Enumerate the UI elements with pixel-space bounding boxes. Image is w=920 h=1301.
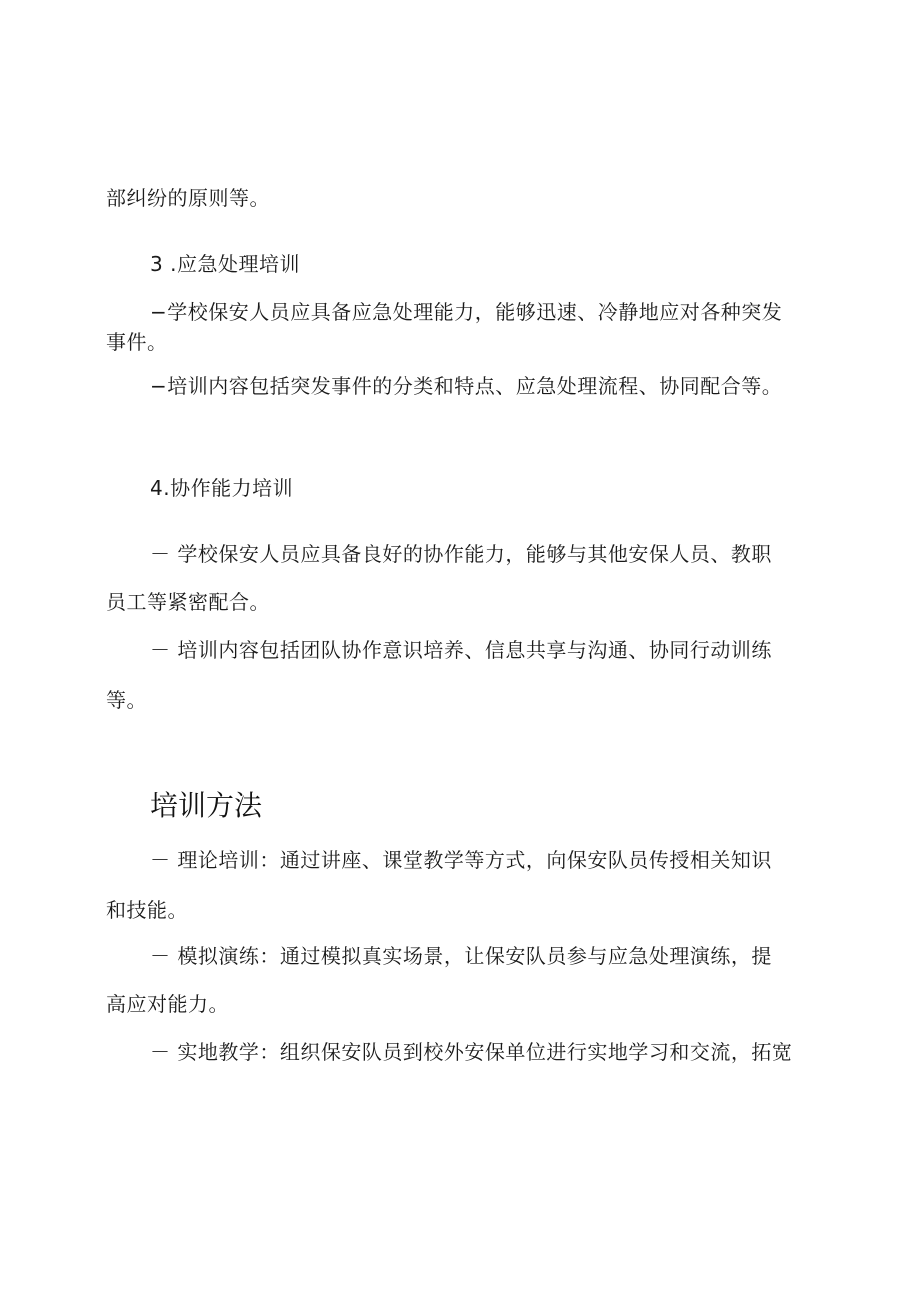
section4-title: 4.协作能力培训 [150,476,294,500]
section4-item2-line2: 等。 [106,688,147,712]
methods-item1-line1: － 理论培训：通过讲座、课堂教学等方式，向保安队员传授相关知识 [150,848,772,872]
intro-tail-text: 部纠纷的原则等。 [106,186,270,210]
methods-item2-line1: － 模拟演练：通过模拟真实场景，让保安队员参与应急处理演练，提 [150,944,772,968]
section3-item1-line2: 事件。 [106,330,168,354]
section4-item1-line1: － 学校保安人员应具备良好的协作能力，能够与其他安保人员、教职 [150,542,772,566]
methods-item2-line2: 高应对能力。 [106,992,229,1016]
section3-title: 3 .应急处理培训 [150,252,300,276]
methods-item1-line2: 和技能。 [106,898,188,922]
section4-item2-line1: － 培训内容包括团队协作意识培养、信息共享与沟通、协同行动训练 [150,638,772,662]
methods-heading: 培训方法 [150,789,263,822]
section3-item1-line1: −学校保安人员应具备应急处理能力，能够迅速、冷静地应对各种突发 [150,300,783,324]
section3-item2-line1: −培训内容包括突发事件的分类和特点、应急处理流程、协同配合等。 [150,374,783,398]
section4-item1-line2: 员工等紧密配合。 [106,590,270,614]
methods-item3-line1: － 实地教学：组织保安队员到校外安保单位进行实地学习和交流，拓宽 [150,1040,793,1064]
